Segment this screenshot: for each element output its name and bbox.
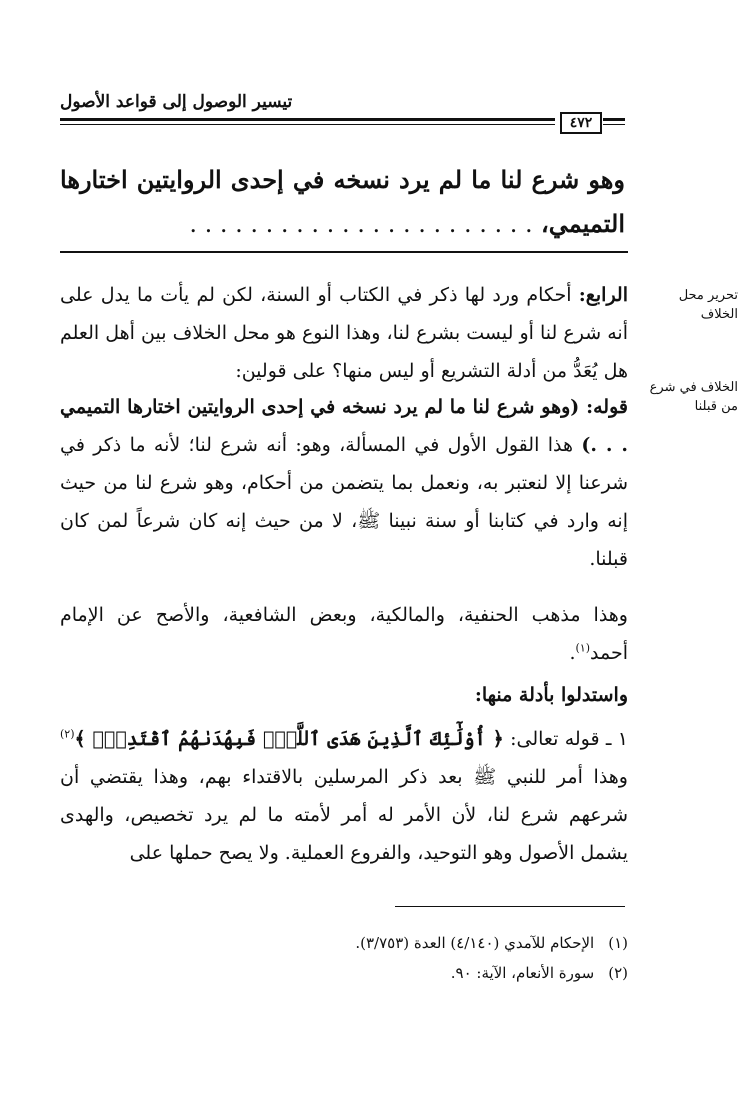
- paragraph-lead: الرابع:: [578, 284, 628, 306]
- footnote-1: [200, 932, 628, 954]
- footnote-ref: (١): [575, 641, 591, 655]
- header-rule: [60, 118, 555, 121]
- paragraph-end: .: [569, 642, 576, 664]
- page-number: ٤٧٢: [560, 112, 602, 134]
- evidence-heading: واستدلوا بأدلة منها:: [474, 684, 628, 706]
- paragraph-first-opinion: [60, 388, 628, 578]
- paragraph-fourth: [60, 276, 628, 390]
- paragraph-text: هذا القول الأول في المسألة، وهو: أنه شرع لنا؛ لأنه ما ذكر في شرعنا إلا لنعتبر به، ونعمل بما يتضمن من أحكام، وهو شرع لنا من حيث إنه وارد في كتابنا أو سنة نبينا ﷺ، لا من حيث إنه كان شرعاً لمن كان قبلنا.: [60, 434, 628, 570]
- running-title: تيسير الوصول إلى قواعد الأصول: [60, 92, 293, 112]
- footnote-text: سورة الأنعام، الآية: ٩٠.: [450, 964, 595, 982]
- margin-note-disputed-point: تحرير محل الخلاف: [678, 288, 738, 322]
- header-rule-right-thin: [603, 124, 625, 125]
- paragraph-text: وهذا أمر للنبي ﷺ بعد ذكر المرسلين بالاقتداء بهم، وهذا يقتضي أن شرعهم شرع لنا، لأن الأمر له أمر لأمته ما لم يرد تخصيص، والهدى يشمل الأصول وهو التوحيد، والفروع العملية. ولا يصح حملها على: [60, 766, 628, 864]
- matn-text: وهو شرع لنا ما لم يرد نسخه في إحدى الروايتين اختارها التميمي،: [60, 165, 625, 238]
- paragraph-lead: قوله: (وهو شرع لنا ما لم يرد نسخه في إحدى الروايتين اختارها التميمي . . .): [60, 396, 628, 456]
- margin-note-prior-law: الخلاف في شرع من قبلنا: [649, 380, 738, 414]
- evidence-number: ١ ـ قوله تعالى:: [510, 728, 628, 750]
- paragraph-schools: [60, 596, 628, 672]
- paragraph-evidence-one: [60, 720, 628, 872]
- paragraph-text: وهذا مذهب الحنفية، والمالكية، وبعض الشافعية، والأصح عن الإمام أحمد: [60, 604, 628, 664]
- footnote-separator: [395, 906, 625, 907]
- header-rule-right: [603, 118, 625, 121]
- footnote-number: (١): [608, 934, 628, 952]
- quran-verse: ﴿ أُوْلَٰٓئِكَ ٱلَّذِينَ هَدَى ٱللَّهُۖ فَبِهُدَىٰهُمُ ٱقْتَدِهْۗ ﴾: [74, 728, 504, 750]
- matn-dots: . . . . . . . . . . . . . . . . . . . . . . .: [189, 210, 533, 238]
- footnote-text: الإحكام للآمدي (٤/١٤٠) العدة (٣/٧٥٣).: [355, 934, 595, 952]
- matn-separator: [60, 251, 628, 253]
- footnote-2: [200, 962, 628, 984]
- header-rule-thin: [60, 124, 555, 125]
- paragraph-text: أحكام ورد لها ذكر في الكتاب أو السنة، لكن لم يأت ما يدل على أنه شرع لنا أو ليست بشرع لنا، وهذا النوع هو محل الخلاف بين أهل العلم هل يُعَدُّ من أدلة التشريع أو ليس منها؟ على قولين:: [60, 284, 628, 382]
- footnote-ref: (٢): [60, 727, 75, 741]
- matn-quote: [60, 158, 625, 246]
- footnote-number: (٢): [608, 964, 628, 982]
